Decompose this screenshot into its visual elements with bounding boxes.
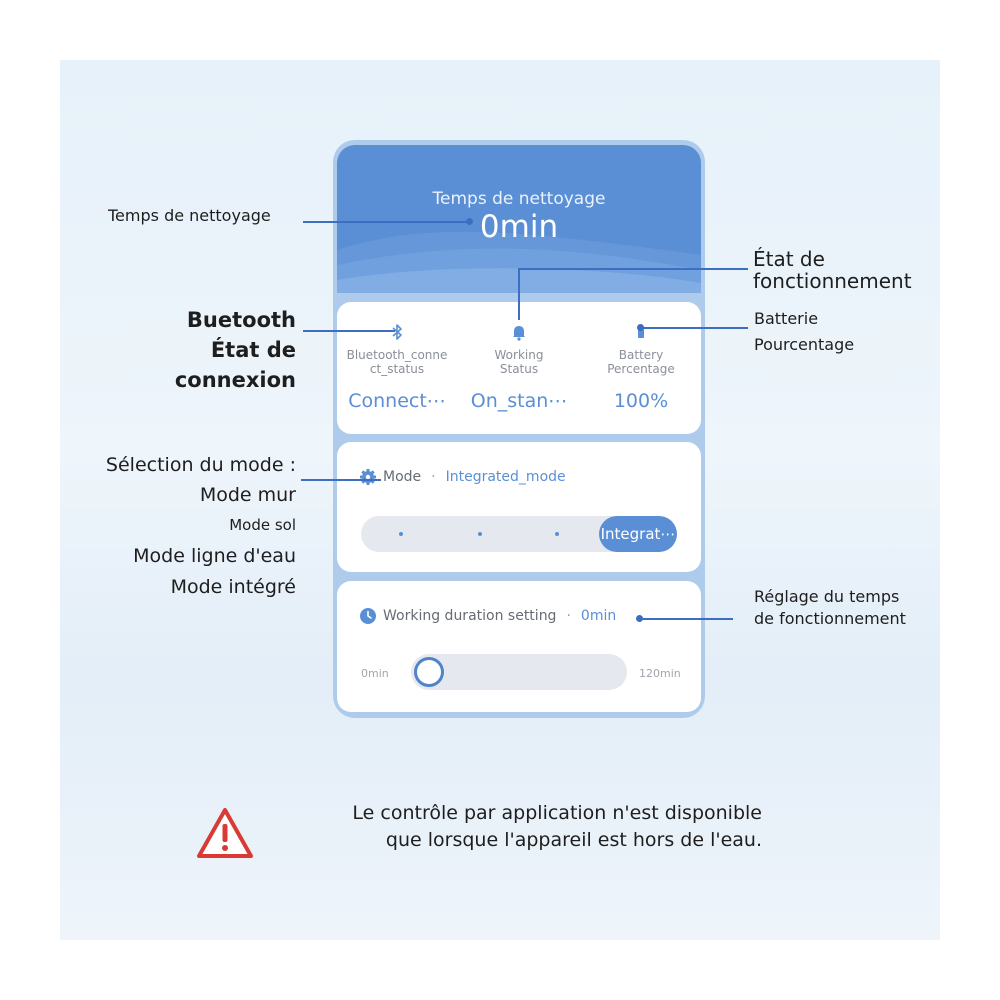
duration-card [337, 581, 701, 712]
mode-option-wall[interactable] [399, 532, 403, 536]
status-card [337, 302, 701, 434]
mode-option-floor[interactable] [478, 532, 482, 536]
annotation-working-state-line1: État de [753, 247, 825, 271]
battery-status-value: 100% [613, 390, 669, 412]
mode-row [359, 468, 566, 486]
bell-icon [509, 322, 529, 342]
working-status-label: Working Status [494, 348, 544, 376]
annotation-cleaning-time: Temps de nettoyage [108, 206, 271, 225]
annotation-bluetooth-line2: État de connexion [174, 338, 296, 392]
mode-option-waterline[interactable] [555, 532, 559, 536]
annotation-duration [754, 586, 906, 630]
annotation-working-state-line2: fonctionnement [753, 269, 912, 293]
annotation-line [640, 327, 748, 329]
clock-icon [359, 607, 377, 625]
warning-line2: que lorsque l'appareil est hors de l'eau. [385, 829, 762, 851]
annotation-dot [636, 615, 643, 622]
annotation-line [303, 221, 470, 223]
annotation-battery-line2: Pourcentage [754, 335, 855, 354]
annotation-mode-wall: Mode mur [199, 484, 296, 506]
annotation-working-state [753, 248, 912, 292]
working-status-value: On_stan⋯ [470, 390, 568, 412]
battery-status-label: Battery Percentage [607, 348, 675, 376]
annotation-mode-floor: Mode sol [229, 516, 296, 534]
mode-value: Integrated_mode [445, 469, 566, 485]
annotation-duration-line1: Réglage du temps [754, 587, 900, 606]
annotation-mode-integrated: Mode intégré [170, 576, 296, 598]
slider-min-label: 0min [361, 667, 389, 680]
annotation-battery [754, 306, 854, 358]
battery-status [581, 322, 701, 412]
warning-message [262, 800, 762, 854]
working-status [459, 322, 579, 412]
slider-max-label: 120min [639, 667, 681, 680]
mode-label: Mode [383, 469, 422, 485]
slider-thumb[interactable] [414, 657, 444, 687]
duration-value: 0min [580, 608, 617, 624]
annotation-mode-list [60, 450, 296, 602]
annotation-dot [637, 324, 644, 331]
annotation-bluetooth-line1: Buetooth [186, 308, 296, 332]
warning-icon [195, 806, 255, 860]
mode-separator: · [431, 469, 436, 485]
cleaning-time-value: 0min [479, 209, 559, 245]
annotation-line [301, 479, 381, 481]
bluetooth-status-value: Connect⋯ [348, 390, 446, 412]
gear-icon [359, 468, 377, 486]
duration-row [359, 607, 616, 625]
annotation-mode-waterline: Mode ligne d'eau [133, 545, 296, 567]
annotation-dot [466, 218, 473, 225]
bluetooth-icon [387, 322, 407, 342]
annotation-line [518, 268, 520, 320]
bluetooth-status-label: Bluetooth_conne ct_status [346, 348, 448, 376]
bluetooth-status [337, 322, 457, 412]
annotation-battery-line1: Batterie [754, 309, 819, 328]
annotation-line [303, 330, 395, 332]
annotation-bluetooth [92, 305, 296, 395]
annotation-duration-line2: de fonctionnement [754, 609, 906, 628]
duration-slider[interactable] [411, 654, 627, 690]
duration-separator: · [566, 608, 571, 624]
duration-label: Working duration setting [383, 608, 557, 624]
annotation-line [518, 268, 748, 270]
annotation-line [640, 618, 733, 620]
cleaning-time-title: Temps de nettoyage [432, 189, 606, 209]
warning-line1: Le contrôle par application n'est disponible [352, 802, 762, 824]
mode-card [337, 442, 701, 572]
annotation-mode-select: Sélection du mode : [105, 454, 296, 476]
mode-selector[interactable] [361, 516, 677, 552]
mode-option-integrated[interactable]: Integrat⋯ [599, 516, 677, 552]
